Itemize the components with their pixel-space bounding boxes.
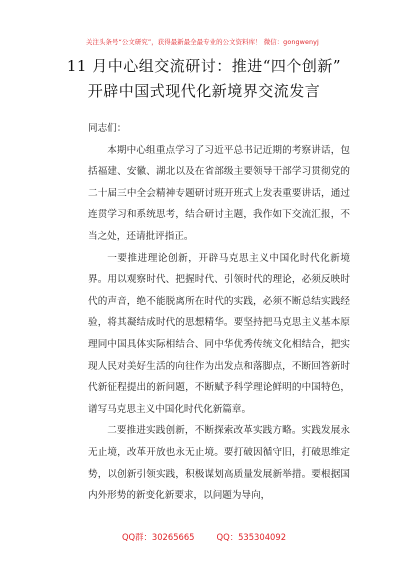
body-paragraph: 二要推进实践创新，不断探索改革实践方略。实践发展永无止境，改革开放也永无止境。要打破因循守旧，打破思维定势，以创新引领实践，积极谋划高质量发展新举措。要根据国内外形势的新变化新要求，以问题为导向， bbox=[88, 425, 350, 502]
document-title-line-1: 11 月中心组交流研讨：推进“四个创新” bbox=[66, 57, 342, 75]
document-title-line-2: 开辟中国式现代化新境界交流发言 bbox=[87, 82, 321, 100]
footer-qq-number: QQ：535304092 bbox=[216, 532, 287, 542]
body-paragraph: 本期中心组重点学习了习近平总书记近期的考察讲话，包括福建、安徽、湖北以及在省部级主要领导干部学习贯彻党的二十届三中全会精神专题研讨班开班式上发表重要讲话，通过连贯学习和系统思考，结合研讨主题，我作如下交流汇报，不当之处，还请批评指正。 bbox=[88, 144, 350, 242]
footer-qq-group: QQ群：30265665 bbox=[121, 532, 195, 542]
body-paragraph: 一要推进理论创新，开辟马克思主义中国化时代化新境界。用以观察时代、把握时代、引领时代的理论，必须反映时代的声音，绝不能脱离所在时代的实践，必须不断总结实践经验，将其凝结成时代的思想精华。要坚持把马克思主义基本原理同中国具体实际相结合、同中华优秀传统文化相结合，把实现人民对美好生活的向往作为出发点和落脚点，不断回答新时代新征程提出的新问题，不断赋予科学理论鲜明的中国特色，谱写马克思主义中国化时代化新篇章。 bbox=[88, 252, 350, 415]
header-promo-note: 关注头条号“公文研究”，获得最新最全最专业的公文资料库！ 微信：gongwenyj bbox=[86, 38, 319, 46]
salutation: 同志们： bbox=[88, 123, 127, 134]
document-body bbox=[88, 118, 350, 507]
footer-contact bbox=[0, 531, 408, 543]
